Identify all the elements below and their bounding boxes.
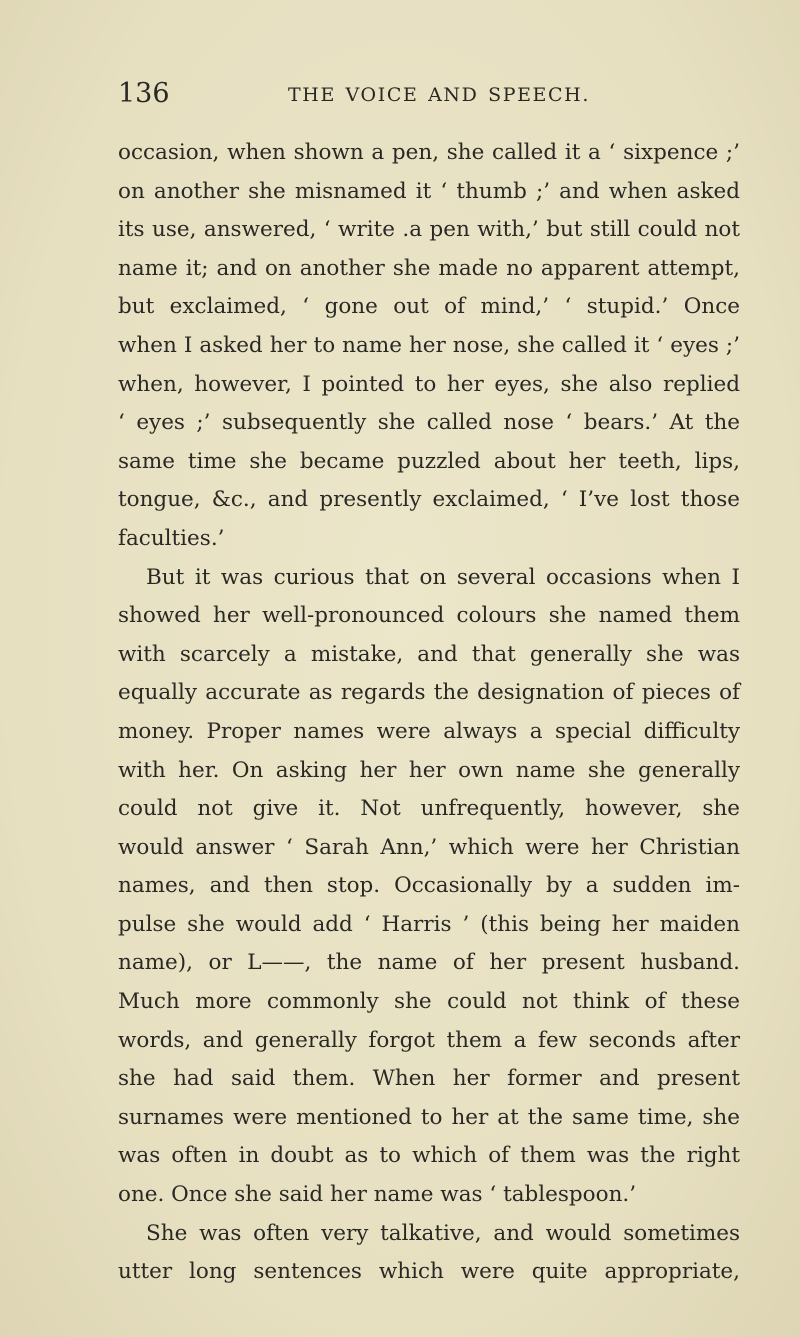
text-line: ‘ eyes ;’ subsequently she called nose ‘ bears.’ At the bbox=[118, 410, 740, 436]
text-line: showed her well-pronounced colours she named them bbox=[118, 603, 740, 629]
text-line: equally accurate as regards the designation of pieces of bbox=[118, 680, 740, 706]
text-line: money. Proper names were always a special difficulty bbox=[118, 718, 740, 744]
text-line: with scarcely a mistake, and that generally she was bbox=[118, 641, 740, 667]
text-line: tongue, &c., and presently exclaimed, ‘ I’ve lost those bbox=[118, 487, 740, 513]
text-line: But it was curious that on several occasions when I bbox=[146, 564, 740, 590]
text-line: She was often very talkative, and would sometimes bbox=[146, 1220, 740, 1246]
page-number: 136 bbox=[118, 78, 170, 109]
text-line: surnames were mentioned to her at the same time, she bbox=[118, 1104, 740, 1130]
text-line: occasion, when shown a pen, she called it a ‘ sixpence ;’ bbox=[118, 140, 740, 165]
text-line: faculties.’ bbox=[118, 525, 225, 551]
text-line: Much more commonly she could not think of these bbox=[118, 989, 740, 1015]
text-line: would answer ‘ Sarah Ann,’ which were her Christian bbox=[118, 834, 740, 860]
text-line: but exclaimed, ‘ gone out of mind,’ ‘ stupid.’ Once bbox=[118, 294, 740, 320]
text-line: utter long sentences which were quite appropriate, bbox=[118, 1259, 740, 1285]
text-line: names, and then stop. Occasionally by a sudden im- bbox=[118, 873, 740, 899]
text-line: she had said them. When her former and present bbox=[118, 1066, 740, 1092]
text-line: pulse she would add ‘ Harris ’ (this being her maiden bbox=[118, 911, 740, 937]
text-line: was often in doubt as to which of them was the right bbox=[118, 1143, 740, 1169]
text-line: its use, answered, ‘ write .a pen with,’ but still could not bbox=[118, 217, 740, 243]
text-line: on another she misnamed it ‘ thumb ;’ and when asked bbox=[118, 178, 740, 204]
text-line: with her. On asking her her own name she generally bbox=[118, 757, 740, 783]
text-line: name), or L——, the name of her present husband. bbox=[118, 950, 740, 976]
body-text bbox=[118, 134, 740, 1292]
running-head: THE VOICE AND SPEECH. bbox=[288, 84, 590, 106]
text-line: same time she became puzzled about her teeth, lips, bbox=[118, 448, 740, 474]
text-line: when I asked her to name her nose, she called it ‘ eyes ;’ bbox=[118, 332, 740, 358]
text-line: words, and generally forgot them a few seconds after bbox=[118, 1027, 740, 1053]
text-line: could not give it. Not unfrequently, however, she bbox=[118, 796, 740, 822]
text-line: one. Once she said her name was ‘ tablespoon.’ bbox=[118, 1182, 637, 1208]
text-line: name it; and on another she made no apparent attempt, bbox=[118, 255, 740, 281]
page-header bbox=[118, 78, 738, 122]
text-line: when, however, I pointed to her eyes, she also replied bbox=[118, 371, 740, 397]
